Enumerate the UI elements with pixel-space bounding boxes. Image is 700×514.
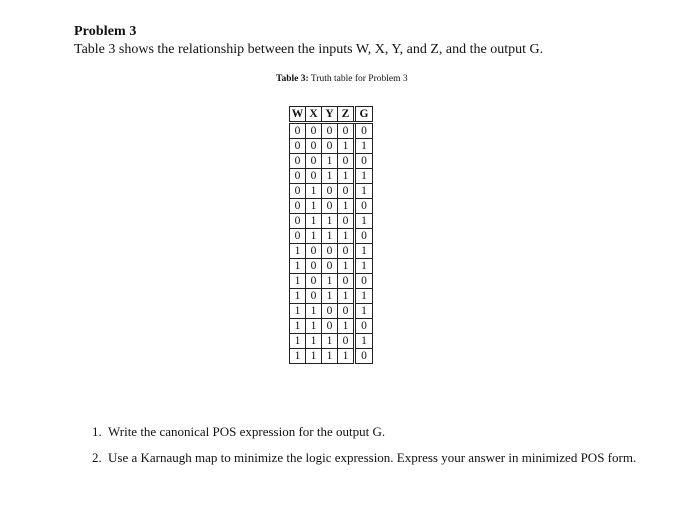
table-cell: 0 — [322, 319, 338, 334]
table-row — [290, 154, 373, 169]
header-g: G — [355, 107, 373, 123]
table-cell: 1 — [322, 169, 338, 184]
table-cell: 0 — [290, 184, 306, 199]
table-cell: 0 — [306, 169, 322, 184]
question-list — [92, 424, 652, 476]
table-cell: 0 — [290, 229, 306, 244]
table-cell: 0 — [306, 274, 322, 289]
table-cell: 1 — [338, 229, 355, 244]
table-cell: 0 — [355, 274, 373, 289]
table-cell: 1 — [290, 304, 306, 319]
problem-intro: Table 3 shows the relationship between the inputs W, X, Y, and Z, and the output G. — [74, 42, 544, 57]
table-row — [290, 229, 373, 244]
table-cell: 1 — [322, 334, 338, 349]
table-row — [290, 274, 373, 289]
table-cell: 1 — [306, 304, 322, 319]
table-caption-text: Truth table for Problem 3 — [310, 74, 408, 84]
table-caption-label: Table 3: — [276, 74, 309, 84]
table-cell: 0 — [306, 259, 322, 274]
table-row — [290, 139, 373, 154]
table-cell: 0 — [290, 123, 306, 139]
table-cell: 1 — [338, 169, 355, 184]
table-row — [290, 319, 373, 334]
truth-table — [289, 106, 373, 364]
table-cell: 1 — [306, 229, 322, 244]
table-cell: 1 — [322, 349, 338, 364]
table-cell: 0 — [322, 139, 338, 154]
table-cell: 1 — [322, 214, 338, 229]
table-cell: 1 — [290, 319, 306, 334]
table-row — [290, 259, 373, 274]
table-cell: 0 — [306, 123, 322, 139]
table-cell: 0 — [338, 123, 355, 139]
table-cell: 1 — [322, 289, 338, 304]
table-cell: 1 — [306, 334, 322, 349]
table-cell: 0 — [338, 334, 355, 349]
question-text: Write the canonical POS expression for the output G. — [108, 424, 386, 439]
table-cell: 1 — [338, 139, 355, 154]
header-y: Y — [322, 107, 338, 123]
table-cell: 1 — [338, 289, 355, 304]
question-item — [92, 450, 652, 466]
table-cell: 0 — [338, 214, 355, 229]
table-cell: 1 — [338, 199, 355, 214]
table-cell: 0 — [338, 244, 355, 259]
table-cell: 0 — [290, 214, 306, 229]
truth-table-header-row — [290, 107, 373, 123]
question-number: 1. — [92, 424, 102, 439]
question-item — [92, 424, 652, 440]
table-row — [290, 184, 373, 199]
table-cell: 0 — [355, 319, 373, 334]
table-cell: 0 — [290, 139, 306, 154]
truth-table-body — [290, 123, 373, 364]
table-cell: 1 — [355, 259, 373, 274]
table-row — [290, 123, 373, 139]
table-cell: 0 — [306, 154, 322, 169]
question-number: 2. — [92, 450, 102, 465]
table-cell: 1 — [290, 259, 306, 274]
table-cell: 1 — [290, 274, 306, 289]
question-text: Use a Karnaugh map to minimize the logic expression. Express your answer in minimized POS form. — [108, 450, 637, 465]
table-cell: 1 — [290, 334, 306, 349]
table-cell: 0 — [306, 244, 322, 259]
table-cell: 0 — [290, 169, 306, 184]
problem-title: Problem 3 — [74, 24, 137, 39]
table-row — [290, 304, 373, 319]
table-cell: 0 — [338, 154, 355, 169]
table-cell: 1 — [322, 229, 338, 244]
table-cell: 0 — [355, 229, 373, 244]
header-w: W — [290, 107, 306, 123]
table-cell: 1 — [306, 184, 322, 199]
table-cell: 1 — [355, 244, 373, 259]
table-row — [290, 289, 373, 304]
table-row — [290, 214, 373, 229]
table-cell: 1 — [338, 259, 355, 274]
table-row — [290, 334, 373, 349]
table-cell: 1 — [290, 244, 306, 259]
table-row — [290, 199, 373, 214]
table-cell: 1 — [355, 169, 373, 184]
table-cell: 1 — [338, 319, 355, 334]
table-cell: 1 — [290, 289, 306, 304]
header-x: X — [306, 107, 322, 123]
table-cell: 1 — [355, 334, 373, 349]
table-cell: 0 — [355, 154, 373, 169]
table-cell: 0 — [290, 199, 306, 214]
table-cell: 1 — [306, 319, 322, 334]
table-cell: 1 — [338, 349, 355, 364]
table-cell: 0 — [355, 349, 373, 364]
table-cell: 0 — [322, 259, 338, 274]
table-cell: 1 — [355, 214, 373, 229]
table-cell: 0 — [338, 274, 355, 289]
table-cell: 0 — [355, 199, 373, 214]
table-cell: 1 — [306, 214, 322, 229]
table-cell: 0 — [306, 289, 322, 304]
table-row — [290, 349, 373, 364]
table-cell: 0 — [322, 199, 338, 214]
table-cell: 1 — [355, 184, 373, 199]
table-cell: 0 — [322, 184, 338, 199]
table-cell: 0 — [322, 123, 338, 139]
table-cell: 0 — [338, 184, 355, 199]
table-cell: 0 — [355, 123, 373, 139]
table-cell: 1 — [290, 349, 306, 364]
table-cell: 0 — [322, 244, 338, 259]
table-cell: 0 — [322, 304, 338, 319]
table-row — [290, 169, 373, 184]
table-row — [290, 244, 373, 259]
table-cell: 1 — [355, 289, 373, 304]
table-cell: 1 — [355, 139, 373, 154]
table-cell: 1 — [306, 199, 322, 214]
table-cell: 1 — [355, 304, 373, 319]
table-cell: 0 — [306, 139, 322, 154]
table-cell: 0 — [338, 304, 355, 319]
table-cell: 1 — [322, 274, 338, 289]
header-z: Z — [338, 107, 355, 123]
table-cell: 1 — [306, 349, 322, 364]
table-cell: 0 — [290, 154, 306, 169]
table-caption — [276, 74, 408, 84]
table-cell: 1 — [322, 154, 338, 169]
